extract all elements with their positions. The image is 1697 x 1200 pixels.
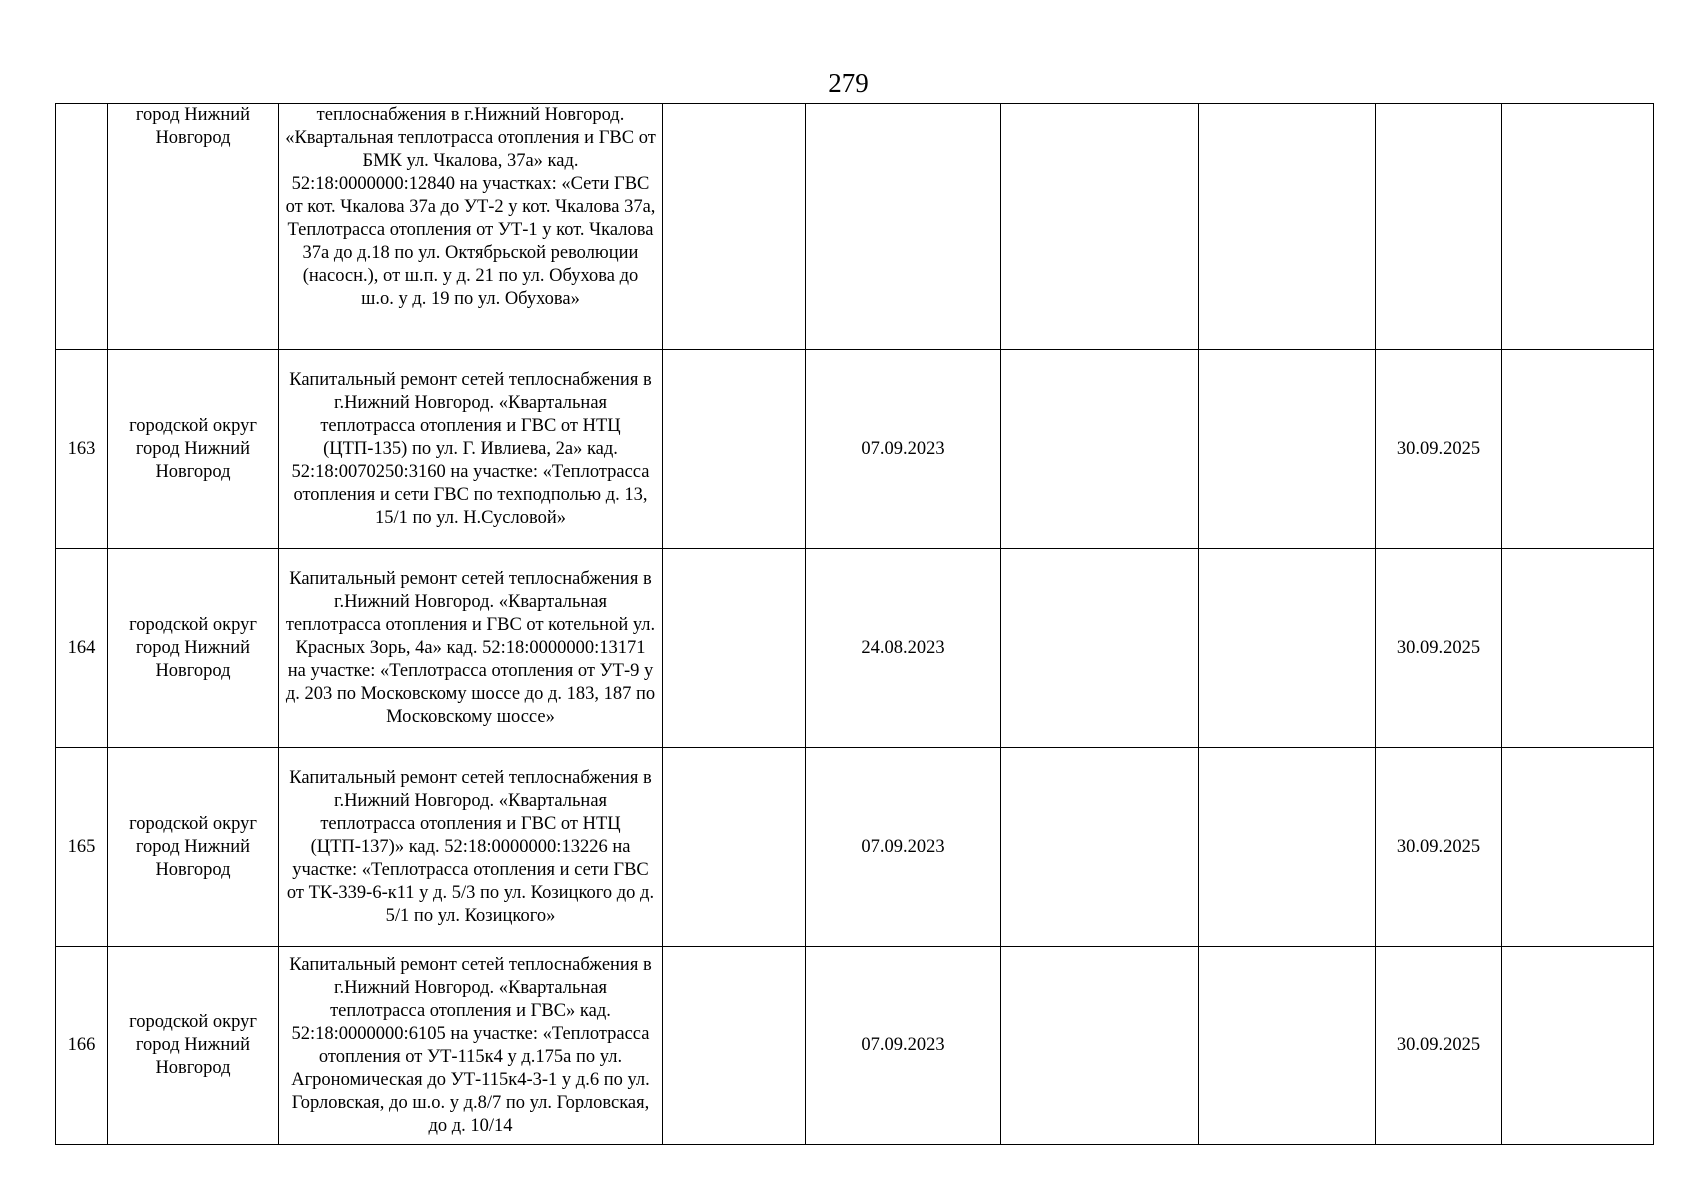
empty-cell: [663, 748, 806, 947]
end-date-cell: 30.09.2025: [1376, 350, 1502, 549]
start-date-cell: 07.09.2023: [806, 350, 1001, 549]
empty-cell: [1001, 549, 1199, 748]
municipality-cell: городской округ город Нижний Новгород: [108, 947, 279, 1145]
table-row: [56, 947, 1654, 1145]
empty-cell: [663, 549, 806, 748]
row-number-cell: [56, 104, 108, 350]
end-date-cell: 30.09.2025: [1376, 947, 1502, 1145]
municipality-cell: городской округ город Нижний Новгород: [108, 748, 279, 947]
municipality-cell: городской округ город Нижний Новгород: [108, 350, 279, 549]
work-name-cell: теплоснабжения в г.Нижний Новгород. «Квартальная теплотрасса отопления и ГВС от БМК ул. Чкалова, 37а» кад. 52:18:0000000:12840 на участках: «Сети ГВС от кот. Чкалова 37а до УТ-2 у кот. Чкалова 37а, Теплотрасса отопления от УТ-1 у кот. Чкалова 37а до д.18 по ул. Октябрьской революции (насосн.), от ш.п. у д. 21 по ул. Обухова до ш.о. у д. 19 по ул. Обухова»: [279, 104, 663, 350]
empty-cell: [1001, 947, 1199, 1145]
empty-cell: [1199, 947, 1376, 1145]
table-row: [56, 549, 1654, 748]
end-date-cell: 30.09.2025: [1376, 748, 1502, 947]
start-date-cell: 07.09.2023: [806, 748, 1001, 947]
empty-cell: [663, 947, 806, 1145]
row-number-cell: 165: [56, 748, 108, 947]
table-row: [56, 104, 1654, 350]
empty-cell: [663, 350, 806, 549]
work-name-cell: Капитальный ремонт сетей теплоснабжения в г.Нижний Новгород. «Квартальная теплотрасса отопления и ГВС от котельной ул. Красных Зорь, 4а» кад. 52:18:0000000:13171 на участке: «Теплотрасса отопления от УТ-9 у д. 203 по Московскому шоссе до д. 183, 187 по Московскому шоссе»: [279, 549, 663, 748]
end-date-cell: 30.09.2025: [1376, 549, 1502, 748]
start-date-cell: 24.08.2023: [806, 549, 1001, 748]
row-number-cell: 166: [56, 947, 108, 1145]
empty-cell: [1199, 350, 1376, 549]
empty-cell: [1199, 104, 1376, 350]
empty-cell: [1001, 104, 1199, 350]
work-name-cell: Капитальный ремонт сетей теплоснабжения в г.Нижний Новгород. «Квартальная теплотрасса отопления и ГВС» кад. 52:18:0000000:6105 на участке: «Теплотрасса отопления от УТ-115к4 у д.175а по ул. Агрономическая до УТ-115к4-3-1 у д.6 по ул. Горловская, до ш.о. у д.8/7 по ул. Горловская, до д. 10/14: [279, 947, 663, 1145]
municipality-cell: городской округ город Нижний Новгород: [108, 549, 279, 748]
end-date-cell: [1376, 104, 1502, 350]
start-date-cell: 07.09.2023: [806, 947, 1001, 1145]
table-row: [56, 350, 1654, 549]
row-number-cell: 163: [56, 350, 108, 549]
empty-cell: [1001, 748, 1199, 947]
empty-cell: [663, 104, 806, 350]
work-name-cell: Капитальный ремонт сетей теплоснабжения в г.Нижний Новгород. «Квартальная теплотрасса отопления и ГВС от НТЦ (ЦТП-137)» кад. 52:18:0000000:13226 на участке: «Теплотрасса отопления и сети ГВС от ТК-339-6-к11 у д. 5/3 по ул. Козицкого до д. 5/1 по ул. Козицкого»: [279, 748, 663, 947]
empty-cell: [1502, 748, 1654, 947]
empty-cell: [1502, 350, 1654, 549]
municipality-cell: город Нижний Новгород: [108, 104, 279, 350]
empty-cell: [1502, 947, 1654, 1145]
table-row: [56, 748, 1654, 947]
start-date-cell: [806, 104, 1001, 350]
empty-cell: [1001, 350, 1199, 549]
row-number-cell: 164: [56, 549, 108, 748]
empty-cell: [1199, 748, 1376, 947]
empty-cell: [1199, 549, 1376, 748]
empty-cell: [1502, 104, 1654, 350]
work-name-cell: Капитальный ремонт сетей теплоснабжения в г.Нижний Новгород. «Квартальная теплотрасса отопления и ГВС от НТЦ (ЦТП-135) по ул. Г. Ивлиева, 2а» кад. 52:18:0070250:3160 на участке: «Теплотрасса отопления и сети ГВС по техподполью д. 13, 15/1 по ул. Н.Сусловой»: [279, 350, 663, 549]
works-table: [55, 103, 1654, 1145]
empty-cell: [1502, 549, 1654, 748]
page-number: 279: [828, 68, 869, 98]
